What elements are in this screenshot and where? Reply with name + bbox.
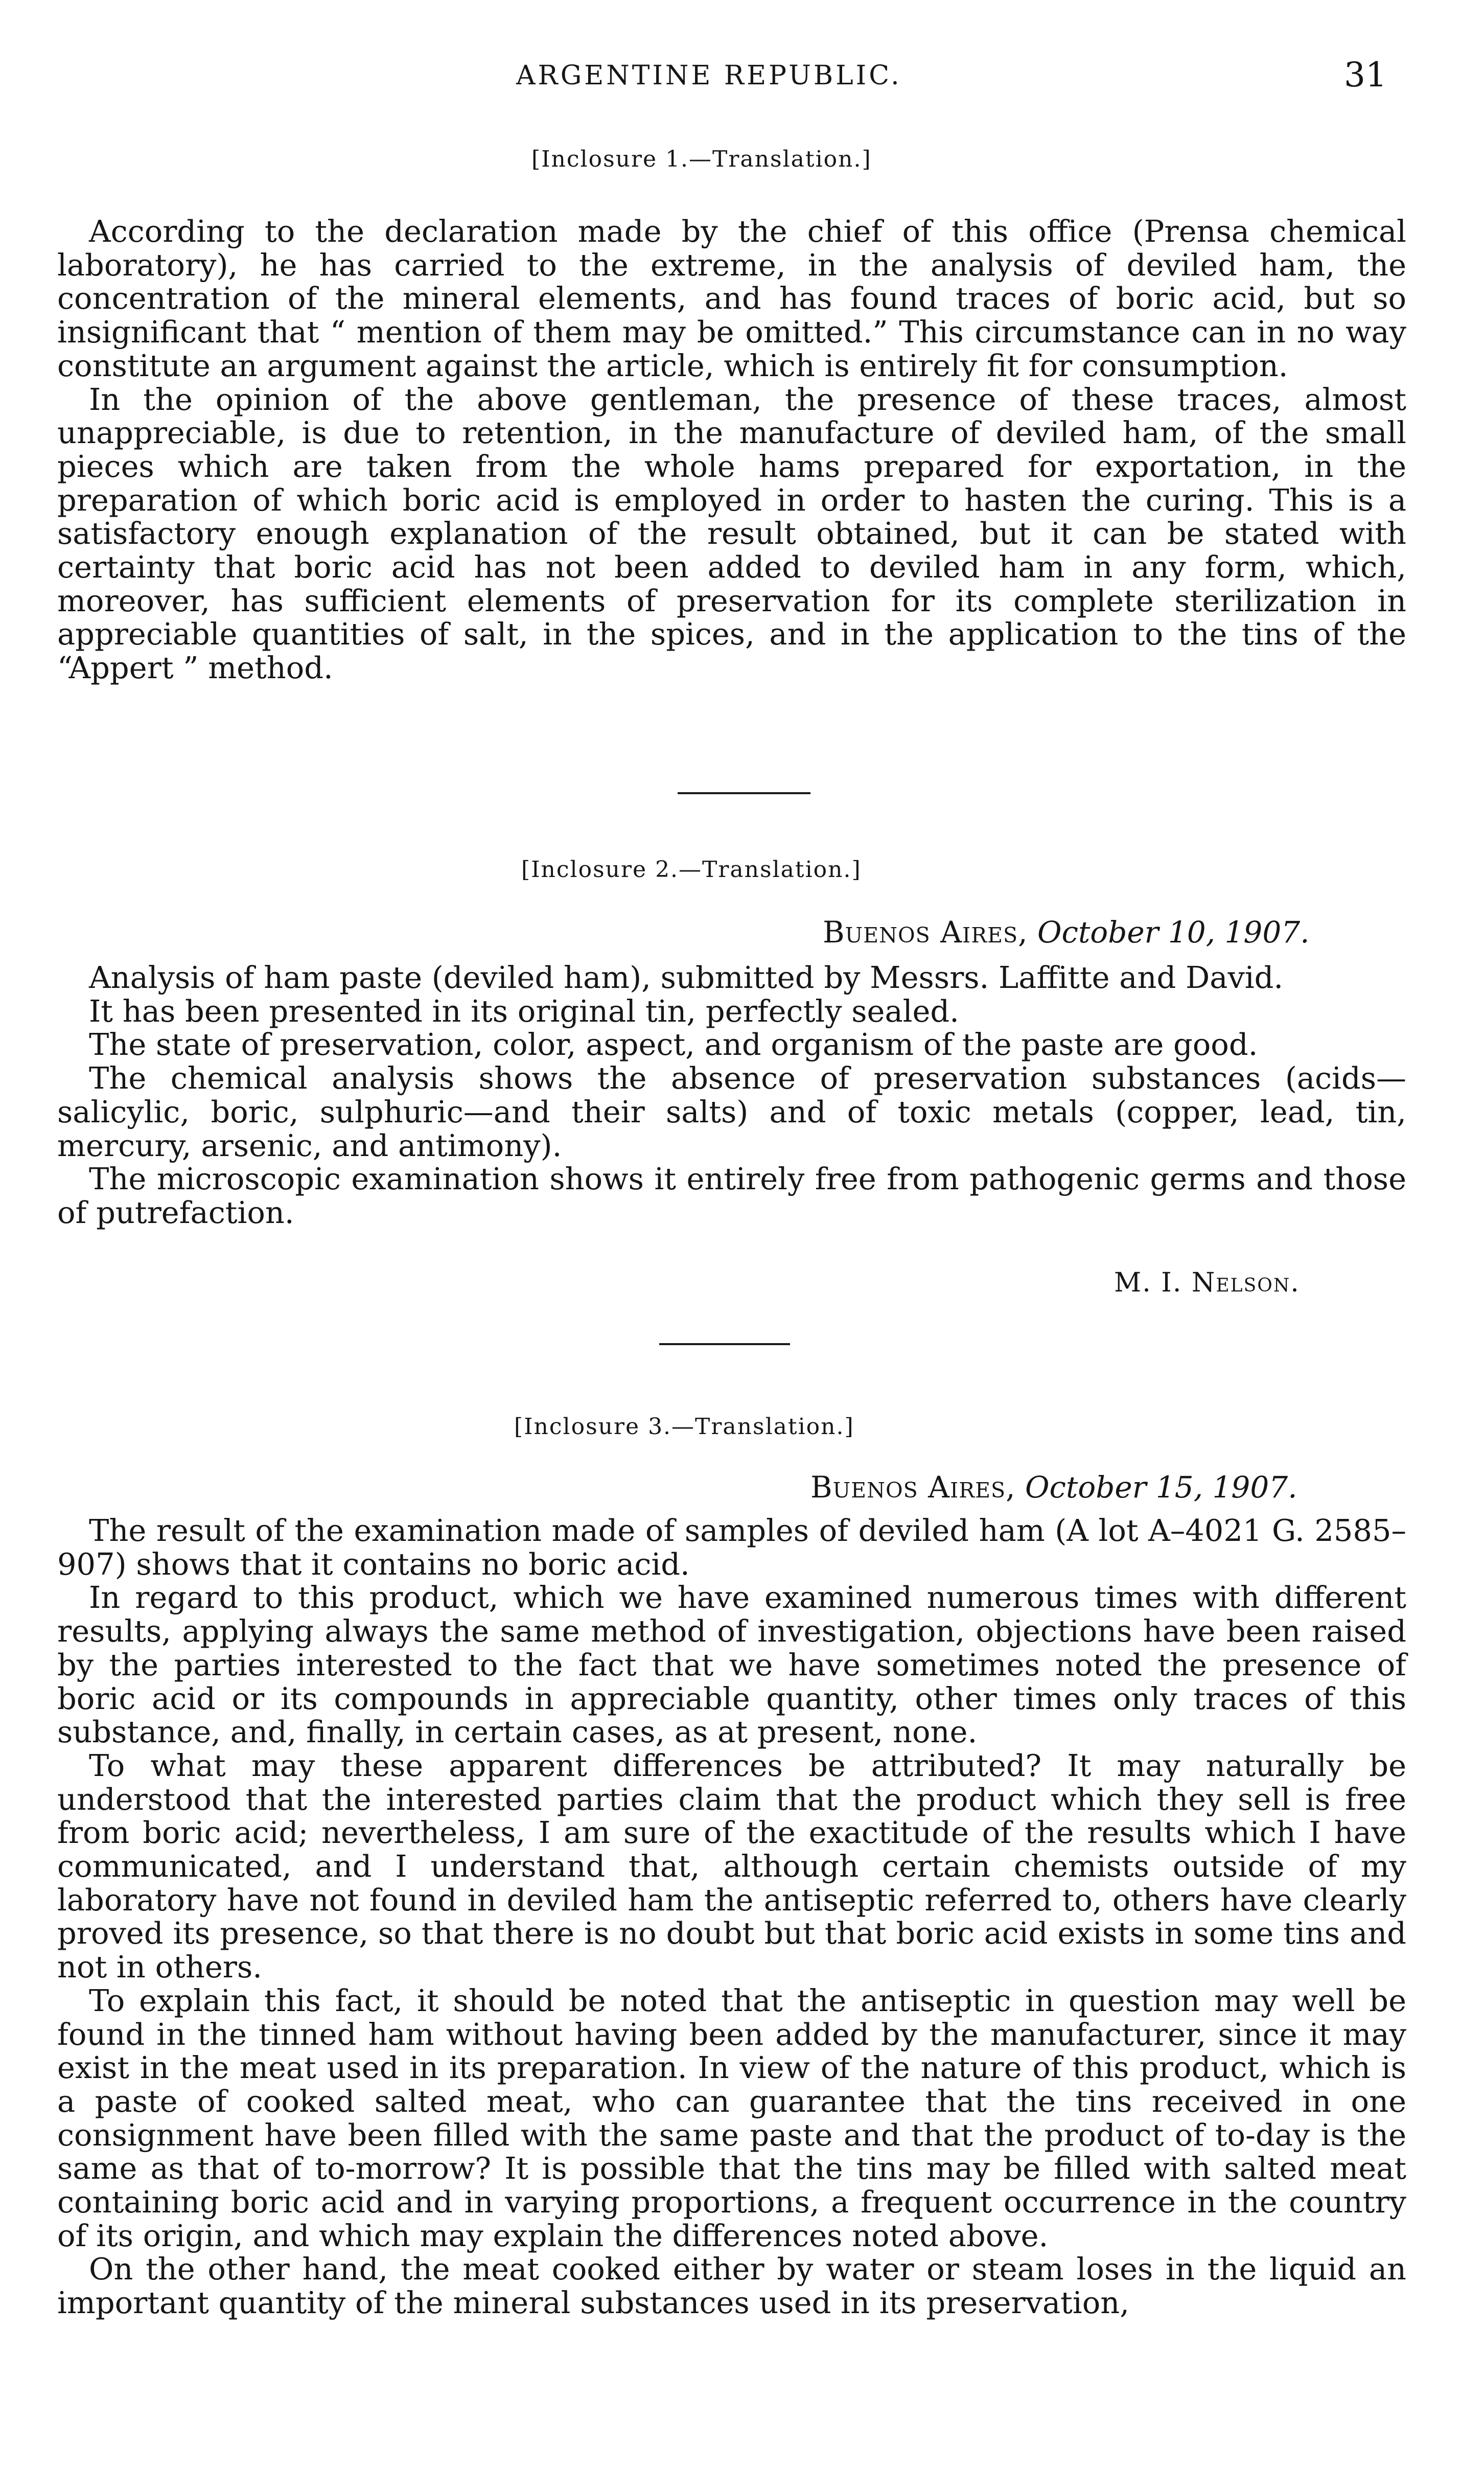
inclosure-3-paragraph-3: To what may these apparent differences be attributed? It may naturally be understood that the interested parties claim that the product which they sell is free from boric acid; nevertheless, I am sure of the exactitude of the results which I have communicated, and I understand that, although certain chemists outside of my laboratory have not found in deviled ham the antiseptic referred to, others have clearly proved its presence, so that there is no doubt but that boric acid exists in some tins and not in others. (57, 1747, 1406, 1985)
inclosure-1-body (57, 215, 1406, 685)
signature: M. I. Nelson. (1114, 1267, 1300, 1298)
page-number: 31 (1344, 55, 1387, 95)
inclosure-2-caption: [Inclosure 2.—Translation.] (521, 857, 862, 883)
inclosure-3-paragraph-4: To explain this fact, it should be noted that the antiseptic in question may well be found in the tinned ham without having been added by the manufacturer, since it may exist in the meat used in its preparation. In view of the nature of this product, which is a paste of cooked salted meat, who can guarantee that the tins received in one consignment have been filled with the same paste and that the product of to-day is the same as that of to-morrow? It is possible that the tins may be filled with salted meat containing boric acid and in varying proportions, a frequent occurrence in the country of its origin, and which may explain the differences noted above. (57, 1982, 1406, 2253)
section-divider (678, 792, 810, 794)
inclosure-3-paragraph-5: On the other hand, the meat cooked either by water or steam loses in the liquid an important quantity of the mineral substances used in its preservation, (57, 2251, 1406, 2321)
inclosure-2-dateline-date: October 10, 1907. (1037, 915, 1310, 950)
inclosure-2-paragraph-2: It has been presented in its original tin, perfectly sealed. (89, 993, 959, 1029)
inclosure-3-body (57, 1514, 1406, 2320)
section-divider (659, 1343, 790, 1345)
inclosure-3-dateline (810, 1470, 1297, 1505)
inclosure-2-body (57, 961, 1406, 1230)
inclosure-2-paragraph-5: The microscopic examination shows it entirely free from pathogenic germs and those of putrefaction. (57, 1161, 1406, 1230)
inclosure-2-paragraph-1: Analysis of ham paste (deviled ham), submitted by Messrs. Laffitte and David. (89, 960, 1284, 995)
inclosure-2-dateline-place: Buenos Aires, (823, 915, 1028, 950)
inclosure-3-paragraph-2: In regard to this product, which we have examined numerous times with different results, applying always the same method of investigation, objections have been raised by the parties interested to the fact that we have sometimes noted the presence of boric acid or its compounds in appreciable quantity, other times only traces of this substance, and, finally, in certain cases, as at present, none. (57, 1580, 1406, 1750)
inclosure-1-paragraph-2: In the opinion of the above gentleman, the presence of these traces, almost unappreciable, is due to retention, in the manufacture of deviled ham, of the small pieces which are taken from the whole hams prepared for exportation, in the preparation of which boric acid is employed in order to hasten the curing. This is a satisfactory enough explanation of the result obtained, but it can be stated with certainty that boric acid has not been added to deviled ham in any form, which, moreover, has sufficient elements of preservation for its complete sterilization in appreciable quantities of salt, in the spices, and in the application to the tins of the “Appert ” method. (57, 381, 1406, 686)
inclosure-1-paragraph-1: According to the declaration made by the chief of this office (Prensa chemical laboratory), he has carried to the extreme, in the analysis of deviled ham, the concentration of the mineral elements, and has found traces of boric acid, but so insignificant that “ mention of them may be omitted.” This circumstance can in no way constitute an argument against the article, which is entirely fit for consumption. (57, 214, 1406, 383)
inclosure-2-paragraph-3: The state of preservation, color, aspect, and organism of the paste are good. (89, 1027, 1258, 1063)
inclosure-3-paragraph-1: The result of the examination made of samples of deviled ham (A lot A–4021 G. 2585–907) shows that it contains no boric acid. (57, 1513, 1406, 1582)
inclosure-3-caption: [Inclosure 3.—Translation.] (514, 1414, 854, 1440)
inclosure-3-dateline-place: Buenos Aires, (810, 1470, 1016, 1505)
inclosure-1-caption: [Inclosure 1.—Translation.] (531, 146, 872, 172)
inclosure-2-paragraph-4: The chemical analysis shows the absence of preservation substances (acids—salicylic, boric, sulphuric—and their salts) and of toxic metals (copper, lead, tin, mercury, arsenic, and antimony). (57, 1060, 1406, 1163)
inclosure-3-dateline-date: October 15, 1907. (1025, 1470, 1297, 1505)
inclosure-2-dateline (823, 915, 1310, 950)
running-head: ARGENTINE REPUBLIC. (516, 60, 902, 91)
